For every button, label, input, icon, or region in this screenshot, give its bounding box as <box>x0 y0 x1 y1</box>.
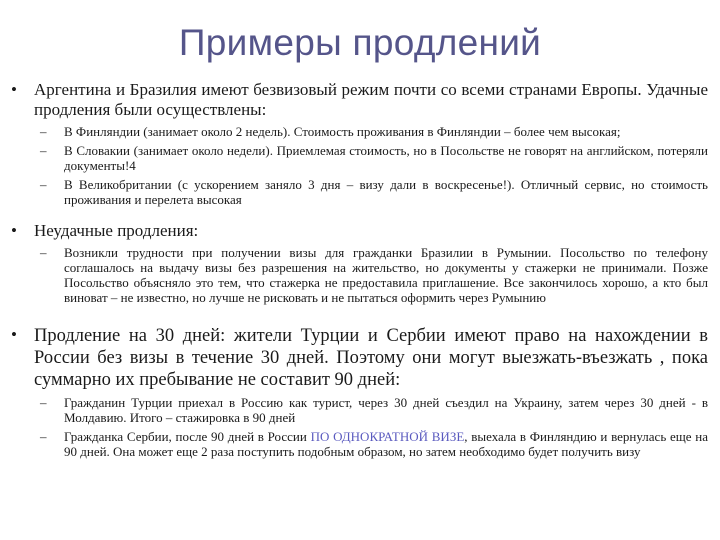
sub-marker: – <box>40 124 47 139</box>
bullet-30-day-extension <box>0 325 720 391</box>
bullet-marker: • <box>11 80 17 99</box>
sub-marker: – <box>40 177 47 192</box>
sub-marker: – <box>40 395 47 410</box>
sub-text: В Великобритании (с ускорением заняло 3 дня – визу дали в воскресенье!). Отличный сервис, но стоимость проживания и перелета высокая <box>64 177 708 207</box>
sub-item-uk <box>0 177 720 207</box>
bullet-marker: • <box>11 325 17 344</box>
sub-text-before: Гражданка Сербии, после 90 дней в России <box>64 429 311 444</box>
sub-text <box>64 429 708 459</box>
sub-item-serbia <box>0 429 720 459</box>
sub-text: В Финляндии (занимает около 2 недель). Стоимость проживания в Финляндии – более чем высокая; <box>64 124 621 139</box>
sub-item-romania <box>0 245 720 305</box>
bullet-marker: • <box>11 221 17 240</box>
highlighted-text: ПО ОДНОКРАТНОЙ ВИЗЕ <box>310 429 465 444</box>
bullet-successful-extensions <box>0 80 720 120</box>
bullet-text: Аргентина и Бразилия имеют безвизовый режим почти со всеми странами Европы. Удачные продления были осуществлены: <box>34 80 708 119</box>
sub-marker: – <box>40 245 47 260</box>
sub-text-after: , выехала в Финляндию и вернулась еще на 90 дней. Она может еще 2 раза поступить подобным образом, но затем необходимо будет получить визу <box>64 429 708 459</box>
sub-text: Гражданин Турции приехал в Россию как турист, через 30 дней съездил на Украину, затем через 30 дней - в Молдавию. Итого – стажировка в 90 дней <box>64 395 708 425</box>
sub-text: Возникли трудности при получении визы для гражданки Бразилии в Румынии. Посольство по телефону соглашалось на выдачу визы без разрешения на жительство, но документы у стажерки не принимали. Позже Посольство объясняло это тем, что стажерка не предоставила приглашение. Все закончилось хорошо, а кто был виноват – не известно, но лучше не рисковать и не пытаться оформить через Румынию <box>64 245 708 305</box>
slide-content <box>0 80 720 459</box>
sub-item-slovakia <box>0 143 720 173</box>
sub-marker: – <box>40 429 47 444</box>
sub-marker: – <box>40 143 47 158</box>
bullet-unsuccessful-extensions <box>0 221 720 241</box>
slide-title: Примеры продлений <box>178 22 542 63</box>
bullet-text: Продление на 30 дней: жители Турции и Сербии имеют право на нахождении в России без визы в течение 30 дней. Поэтому они могут выезжать-въезжать , пока суммарно их пребывание не составит 90 дней: <box>34 326 708 390</box>
sub-item-turkey <box>0 395 720 425</box>
sub-item-finland <box>0 124 720 139</box>
sub-text: В Словакии (занимает около недели). Приемлемая стоимость, но в Посольстве не говорят на английском, потеряли документы!4 <box>64 143 708 173</box>
bullet-text: Неудачные продления: <box>34 221 199 240</box>
